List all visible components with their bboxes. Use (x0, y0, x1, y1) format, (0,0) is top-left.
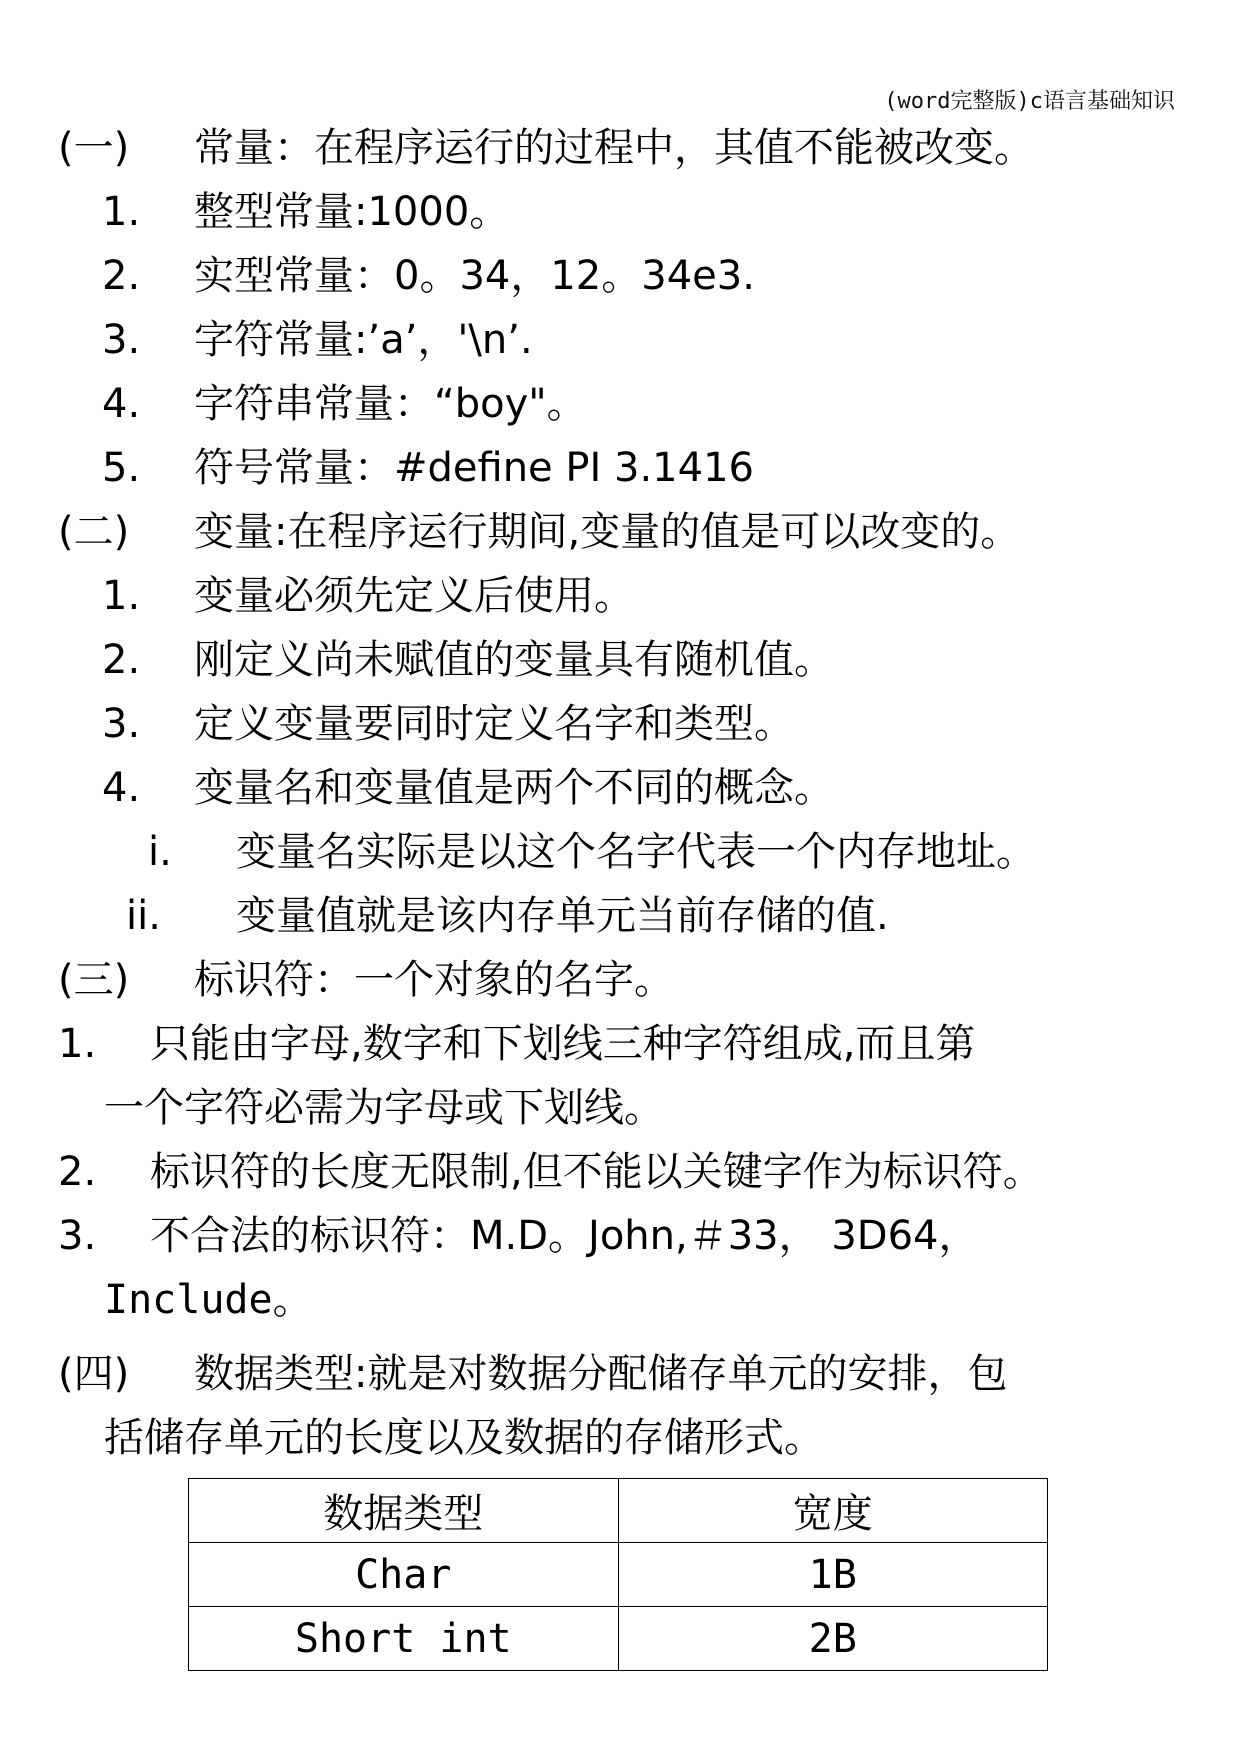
section-3-text: 标识符：一个对象的名字。 (194, 957, 674, 1003)
sub-item-number: i. (148, 829, 172, 875)
item-text: 整型常量:1000。 (194, 189, 510, 235)
table-cell: 2B (618, 1607, 1048, 1671)
section-4-tag: (四) (58, 1351, 130, 1397)
table-header-row (189, 1479, 1048, 1543)
table-header-cell: 数据类型 (189, 1479, 619, 1543)
section-4-text: 数据类型:就是对数据分配储存单元的安排，包 (194, 1351, 1008, 1397)
section-3-item-3-cont: Include。 (104, 1277, 313, 1323)
section-3-heading (58, 956, 1198, 1004)
section-3-item-3 (58, 1212, 1198, 1260)
table-row (189, 1543, 1048, 1607)
item-number: 2. (102, 637, 141, 683)
running-header: (word完整版)c语言基础知识 (884, 89, 1175, 114)
item-number: 1. (102, 573, 141, 619)
section-1-item-1 (102, 188, 1182, 236)
section-4-heading (58, 1350, 1198, 1398)
data-type-table (188, 1478, 1048, 1671)
item-text: 刚定义尚未赋值的变量具有随机值。 (194, 637, 834, 683)
section-2-sub-i (116, 828, 1036, 876)
section-1-text: 常量：在程序运行的过程中，其值不能被改变。 (194, 125, 1034, 171)
section-1-tag: (一) (58, 125, 130, 171)
item-text: 实型常量：0。34，12。34e3. (194, 253, 755, 299)
section-1-item-5 (102, 444, 1182, 492)
section-3-item-1-cont: 一个字符必需为字母或下划线。 (104, 1085, 664, 1131)
item-text: 定义变量要同时定义名字和类型。 (194, 701, 794, 747)
table-row (189, 1607, 1048, 1671)
section-2-tag: (二) (58, 509, 130, 555)
table-cell: Char (189, 1543, 619, 1607)
section-1-item-3 (102, 316, 1182, 364)
item-number: 3. (58, 1213, 97, 1259)
item-number: 4. (102, 765, 141, 811)
sub-item-text: 变量值就是该内存单元当前存储的值. (236, 893, 889, 939)
section-2-item-3 (102, 700, 1182, 748)
item-number: 2. (58, 1149, 97, 1195)
section-4-cont: 括储存单元的长度以及数据的存储形式。 (104, 1415, 824, 1461)
item-number: 1. (58, 1021, 97, 1067)
section-2-item-4 (102, 764, 1182, 812)
item-text: 标识符的长度无限制,但不能以关键字作为标识符。 (150, 1149, 1043, 1195)
section-2-item-1 (102, 572, 1182, 620)
table-cell: Short int (189, 1607, 619, 1671)
section-1-heading (58, 124, 1198, 172)
item-number: 1. (102, 189, 141, 235)
sub-item-text: 变量名实际是以这个名字代表一个内存地址。 (236, 829, 1036, 875)
section-2-sub-ii (116, 892, 889, 940)
section-1-item-4 (102, 380, 1182, 428)
item-text: 字符串常量：“boy"。 (194, 381, 587, 427)
sub-item-number: ii. (126, 893, 161, 939)
item-text: 字符常量:’a’，'\n’. (194, 317, 533, 363)
item-number: 3. (102, 701, 141, 747)
table-header-cell: 宽度 (618, 1479, 1048, 1543)
item-number: 3. (102, 317, 141, 363)
item-text: 只能由字母,数字和下划线三种字符组成,而且第 (150, 1021, 976, 1067)
item-text: 不合法的标识符：M.D。John,＃33， 3D64， (150, 1213, 979, 1259)
section-2-item-2 (102, 636, 1182, 684)
item-text: 变量必须先定义后使用。 (194, 573, 634, 619)
section-3-tag: (三) (58, 957, 130, 1003)
section-2-heading (58, 508, 1198, 556)
section-1-item-2 (102, 252, 1182, 300)
section-3-item-2 (58, 1148, 1198, 1196)
item-text: 符号常量：#define PI 3.1416 (194, 445, 754, 491)
table-cell: 1B (618, 1543, 1048, 1607)
item-number: 2. (102, 253, 141, 299)
item-number: 4. (102, 381, 141, 427)
section-2-text: 变量:在程序运行期间,变量的值是可以改变的。 (194, 509, 1021, 555)
section-3-item-1 (58, 1020, 1198, 1068)
item-number: 5. (102, 445, 141, 491)
item-text: 变量名和变量值是两个不同的概念。 (194, 765, 834, 811)
